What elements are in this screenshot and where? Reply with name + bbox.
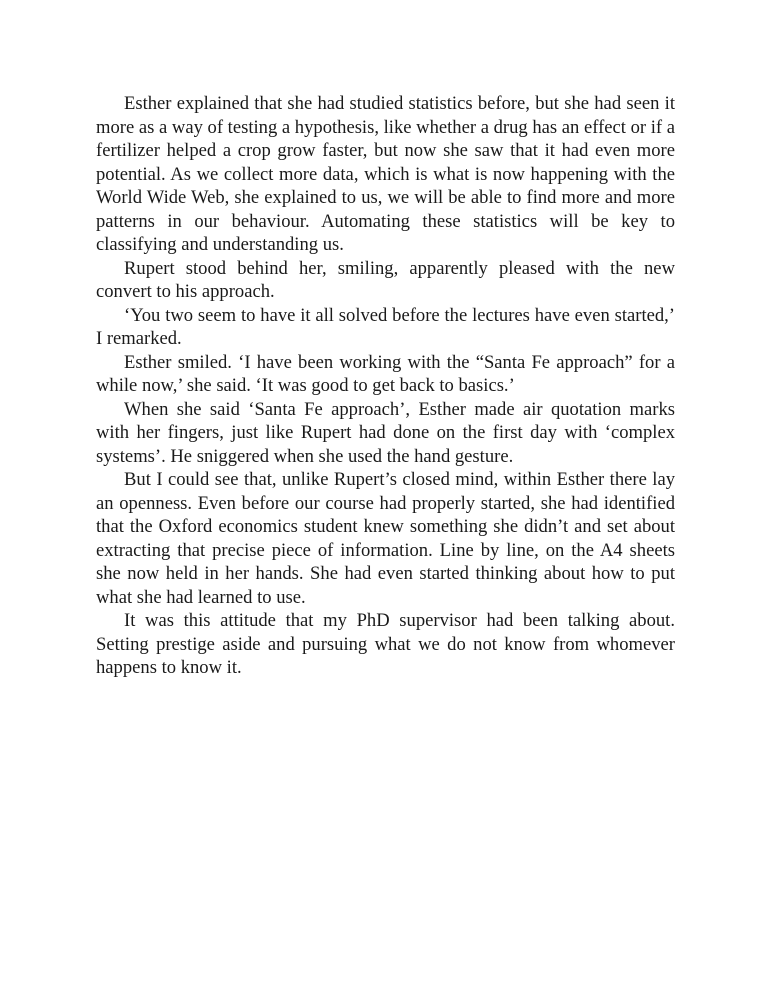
paragraph-7: It was this attitude that my PhD supervisor had been talking about. Setting prestige aside and pursuing what we do not know from whomever happens to know it.	[96, 610, 675, 678]
paragraph-2: Rupert stood behind her, smiling, apparently pleased with the new convert to his approach.	[96, 257, 675, 302]
paragraph-1: Esther explained that she had studied statistics before, but she had seen it more as a way of testing a hypothesis, like whether a drug has an effect or if a fertilizer helped a crop grow faster, but now she saw that it had even more potential. As we collect more data, which is what is now happening with the World Wide Web, she explained to us, we will be able to find more and more patterns in our behaviour. Automating these statistics will be key to classifying and understanding us.	[96, 93, 675, 255]
paragraph-4: Esther smiled. ‘I have been working with the “Santa Fe approach” for a while now,’ she said. ‘It was good to get back to basics.’	[96, 351, 675, 396]
paragraph-6: But I could see that, unlike Rupert’s closed mind, within Esther there lay an openness. Even before our course had properly started, she had identified that the Oxford economics student knew something she didn’t and set about extracting that precise piece of information. Line by line, on the A4 sheets she now held in her hands. She had even started thinking about how to put what she had learned to use.	[96, 469, 675, 608]
paragraph-3: ‘You two seem to have it all solved before the lectures have even started,’ I remarked.	[96, 304, 675, 349]
page-body	[96, 92, 675, 680]
paragraph-5: When she said ‘Santa Fe approach’, Esther made air quotation marks with her fingers, just like Rupert had done on the first day with ‘complex systems’. He sniggered when she used the hand gesture.	[96, 398, 675, 467]
